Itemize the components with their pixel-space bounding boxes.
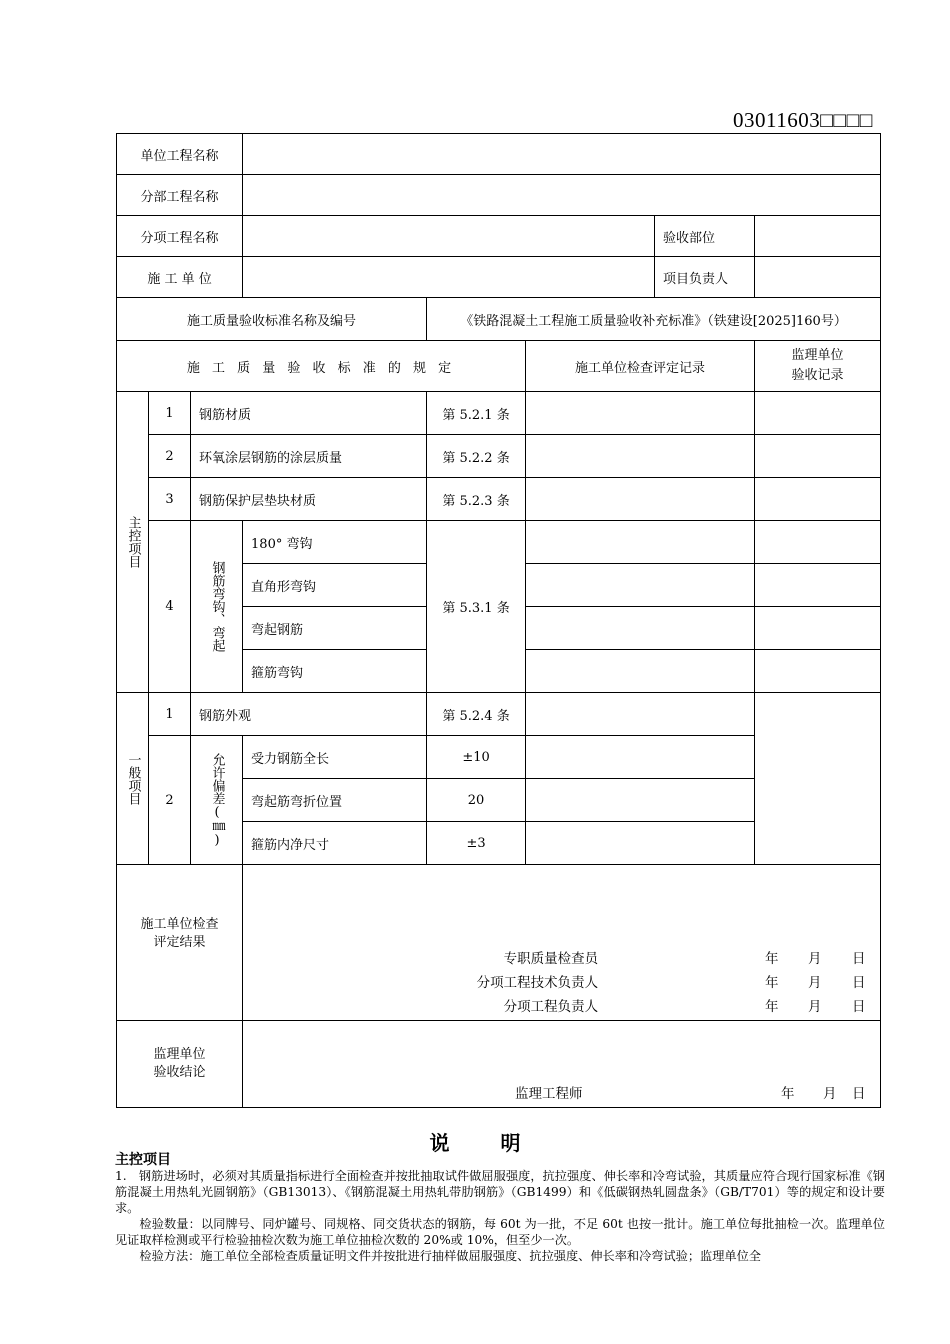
signer-item-lead: 分项工程负责人: [503, 999, 599, 1015]
unit-project-label: 单位工程名称: [117, 134, 243, 175]
supervisor-record-header: [755, 341, 881, 392]
item-project-label: 分项工程名称: [117, 216, 243, 257]
standard-spec-header: 施 工 质 量 验 收 标 准 的 规 定: [117, 341, 526, 392]
signer-technical-lead: 分项工程技术负责人: [476, 975, 599, 991]
main-item-1-no: 1: [149, 392, 191, 435]
main-item-3-name: 钢筋保护层垫块材质: [191, 478, 427, 521]
supervisor-result-label-line2: 验收结论: [153, 1065, 206, 1080]
main-item-4-sub-2-record[interactable]: [526, 564, 755, 607]
construction-unit-label: 施 工 单 位: [117, 257, 243, 298]
general-item-2-row-2-value: 20: [427, 779, 526, 822]
general-item-2-group-cell: [191, 736, 243, 865]
date-day-2: 日: [852, 975, 866, 991]
contractor-result-label-line2: 评定结果: [153, 934, 206, 950]
main-item-4-sub-4: 箍筋弯钩: [243, 650, 427, 693]
main-item-1-name: 钢筋材质: [191, 392, 427, 435]
sup-date-year: 年: [781, 1086, 795, 1102]
main-item-4-sub-2: 直角形弯钩: [243, 564, 427, 607]
unit-project-field[interactable]: [243, 134, 881, 175]
main-item-4-sub-3-supervisor[interactable]: [755, 607, 881, 650]
main-item-4-group: 钢筋弯钩、弯起: [209, 561, 225, 652]
date-year-1: 年: [765, 951, 779, 967]
date-month-3: 月: [808, 999, 822, 1015]
general-item-2-row-3-record[interactable]: [526, 822, 755, 865]
main-item-3-record[interactable]: [526, 478, 755, 521]
contractor-result-label-line1: 施工单位检查: [140, 916, 219, 932]
sup-date-day: 日: [852, 1086, 866, 1102]
main-control-label: 主控项目: [125, 516, 141, 568]
general-label-cell: [117, 693, 149, 865]
general-item-2-row-2-name: 弯起筋弯折位置: [243, 779, 427, 822]
acceptance-part-label: 验收部位: [655, 216, 755, 257]
notes: [115, 1152, 885, 1264]
project-manager-label: 项目负责人: [655, 257, 755, 298]
sub-project-field[interactable]: [243, 175, 881, 216]
main-item-3-supervisor[interactable]: [755, 478, 881, 521]
main-item-3-clause: 第 5.2.3 条: [427, 478, 526, 521]
general-item-2-row-1-name: 受力钢筋全长: [243, 736, 427, 779]
main-item-4-group-cell: [191, 521, 243, 693]
general-item-2-row-3-name: 箍筋内净尺寸: [243, 822, 427, 865]
main-item-4-sub-1: 180° 弯钩: [243, 521, 427, 564]
notes-paragraph-3: 检验方法：施工单位全部检查质量证明文件并按批进行抽样做屈服强度、抗拉强度、伸长率和冷弯试验；监理单位全: [139, 1249, 761, 1263]
general-item-1-name: 钢筋外观: [191, 693, 427, 736]
supervisor-result-label-line1: 监理单位: [153, 1047, 206, 1062]
supervisor-result-cell[interactable]: [243, 1021, 881, 1108]
general-item-2-no: 2: [149, 736, 191, 865]
notes-paragraph-1: 1. 钢筋进场时，必须对其质量指标进行全面检查并按批抽取试件做屈服强度，抗拉强度、伸长率和冷弯试验，其质量应符合现行国家标准《钢筋混凝土用热轧光圆钢筋》（GB13013）、《钢筋混凝土用热轧带肋钢筋》（GB1499）和《低碳钢热轧圆盘条》（GB/T701）等的规定和设计要求。: [115, 1169, 885, 1215]
general-label: 一般项目: [125, 752, 141, 805]
main-item-4-clause: 第 5.3.1 条: [427, 521, 526, 693]
date-day-3: 日: [852, 999, 866, 1015]
notes-title: 说 明: [429, 1131, 543, 1155]
main-item-1-record[interactable]: [526, 392, 755, 435]
date-year-3: 年: [765, 999, 779, 1015]
main-item-2-clause: 第 5.2.2 条: [427, 435, 526, 478]
general-item-1-clause: 第 5.2.4 条: [427, 693, 526, 736]
main-item-4-sub-1-record[interactable]: [526, 521, 755, 564]
standard-name-value: 《铁路混凝土工程施工质量验收补充标准》（铁建设[2025]160号）: [427, 298, 881, 341]
main-item-2-record[interactable]: [526, 435, 755, 478]
supervisor-result-label: [117, 1021, 243, 1108]
general-item-2-row-1-value: ±10: [427, 736, 526, 779]
signer-quality-inspector: 专职质量检查员: [503, 951, 599, 967]
date-day-1: 日: [852, 951, 866, 967]
main-item-2-name: 环氧涂层钢筋的涂层质量: [191, 435, 427, 478]
main-control-label-cell: [117, 392, 149, 693]
general-item-2-row-3-value: ±3: [427, 822, 526, 865]
main-item-1-supervisor[interactable]: [755, 392, 881, 435]
project-manager-field[interactable]: [755, 257, 881, 298]
supervisor-record-header-line2: 验收记录: [791, 368, 844, 383]
main-item-2-no: 2: [149, 435, 191, 478]
contractor-result-cell[interactable]: [243, 865, 881, 1021]
standard-name-label: 施工质量验收标准名称及编号: [117, 298, 427, 341]
main-item-4-sub-3-record[interactable]: [526, 607, 755, 650]
main-item-4-sub-4-record[interactable]: [526, 650, 755, 693]
sub-project-label: 分部工程名称: [117, 175, 243, 216]
general-item-2-row-1-record[interactable]: [526, 736, 755, 779]
general-item-1-record[interactable]: [526, 693, 755, 736]
general-item-1-no: 1: [149, 693, 191, 736]
main-item-2-supervisor[interactable]: [755, 435, 881, 478]
general-item-2-group: 允许偏差(㎜): [209, 752, 225, 848]
supervisor-record-header-line1: 监理单位: [791, 348, 844, 363]
general-supervisor-record[interactable]: [755, 693, 881, 865]
main-item-4-sub-1-supervisor[interactable]: [755, 521, 881, 564]
supervisor-engineer: 监理工程师: [515, 1086, 583, 1102]
general-item-2-row-2-record[interactable]: [526, 779, 755, 822]
date-month-1: 月: [808, 951, 822, 967]
item-project-field[interactable]: [243, 216, 655, 257]
acceptance-part-field[interactable]: [755, 216, 881, 257]
sup-date-month: 月: [823, 1086, 837, 1102]
main-item-3-no: 3: [149, 478, 191, 521]
contractor-record-header: 施工单位检查评定记录: [526, 341, 755, 392]
construction-unit-field[interactable]: [243, 257, 655, 298]
contractor-result-label: [117, 865, 243, 1021]
notes-paragraph-2: 检验数量：以同牌号、同炉罐号、同规格、同交货状态的钢筋，每 60t 为一批，不足 60t 也按一批计。施工单位每批抽检一次。监理单位见证取样检测或平行检验抽检次数为施工单位抽检次数的 20%或 10%，但至少一次。: [115, 1217, 885, 1247]
notes-section-heading: 主控项目: [115, 1152, 171, 1168]
main-item-1-clause: 第 5.2.1 条: [427, 392, 526, 435]
main-item-4-no: 4: [149, 521, 191, 693]
main-item-4-sub-2-supervisor[interactable]: [755, 564, 881, 607]
inspection-form-table: [116, 133, 881, 1108]
date-year-2: 年: [765, 975, 779, 991]
main-item-4-sub-3: 弯起钢筋: [243, 607, 427, 650]
main-item-4-sub-4-supervisor[interactable]: [755, 650, 881, 693]
form-code: 03011603□□□□: [733, 108, 873, 132]
date-month-2: 月: [808, 975, 822, 991]
